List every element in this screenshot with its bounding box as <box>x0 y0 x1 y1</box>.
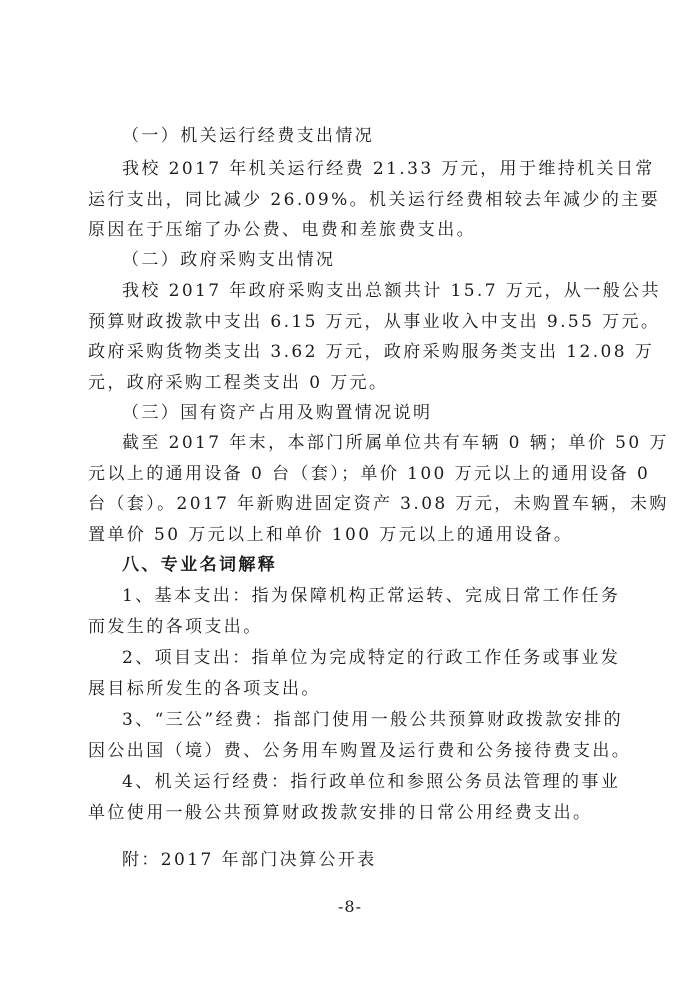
section-heading-3: （三）国有资产占用及购置情况说明 <box>122 403 433 423</box>
page-number: -8- <box>338 897 362 916</box>
section-heading-1: （一）机关运行经费支出情况 <box>122 126 375 146</box>
term-item-1-cont: 而发生的各项支出。 <box>88 617 263 637</box>
term-item-2-cont: 展目标所发生的各项支出。 <box>88 679 321 699</box>
term-item-1: 1、基本支出：指为保障机构正常运转、完成日常工作任务 <box>122 586 621 606</box>
section-heading-2: （二）政府采购支出情况 <box>122 250 336 270</box>
term-item-4-cont: 单位使用一般公共预算财政拨款安排的日常公用经费支出。 <box>88 803 593 823</box>
paragraph-line: 政府采购货物类支出 3.62 万元，政府采购服务类支出 12.08 万 <box>88 342 655 362</box>
attachment-note: 附：2017 年部门决算公开表 <box>122 850 377 870</box>
paragraph-line: 截至 2017 年末，本部门所属单位共有车辆 0 辆；单价 50 万 <box>122 433 669 453</box>
paragraph-line: 我校 2017 年政府采购支出总额共计 15.7 万元，从一般公共 <box>122 281 661 301</box>
term-item-2: 2、项目支出：指单位为完成特定的行政工作任务或事业发 <box>122 648 621 668</box>
paragraph-line: 台（套）。2017 年新购进固定资产 3.08 万元，未购置车辆，未购 <box>88 494 669 514</box>
paragraph-line: 元以上的通用设备 0 台（套）；单价 100 万元以上的通用设备 0 <box>88 464 651 484</box>
paragraph-line: 我校 2017 年机关运行经费 21.33 万元，用于维持机关日常 <box>122 159 655 179</box>
term-item-3-cont: 因公出国（境）费、公务用车购置及运行费和公务接待费支出。 <box>88 741 632 761</box>
paragraph-line: 预算财政拨款中支出 6.15 万元，从事业收入中支出 9.55 万元。 <box>88 312 661 332</box>
section-heading-8: 八、专业名词解释 <box>122 555 278 575</box>
paragraph-line: 运行支出，同比减少 26.09%。机关运行经费相较去年减少的主要 <box>88 190 661 210</box>
term-item-4: 4、机关运行经费：指行政单位和参照公务员法管理的事业 <box>122 772 621 792</box>
paragraph-line: 元，政府采购工程类支出 0 万元。 <box>88 373 389 393</box>
paragraph-line: 置单价 50 万元以上和单价 100 万元以上的通用设备。 <box>88 525 574 545</box>
term-item-3: 3、“三公”经费：指部门使用一般公共预算财政拨款安排的 <box>122 710 623 730</box>
paragraph-line: 原因在于压缩了办公费、电费和差旅费支出。 <box>88 220 476 240</box>
